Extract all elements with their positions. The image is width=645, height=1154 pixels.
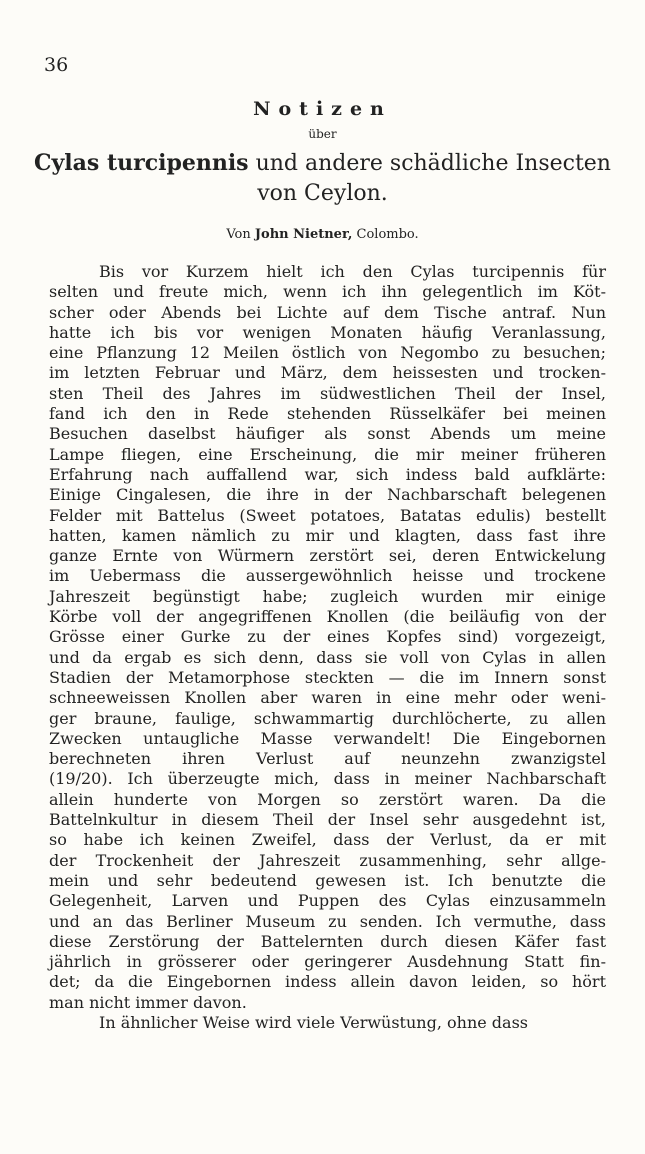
body-line: schneeweissen Knollen aber waren in eine mehr oder weni-	[49, 688, 606, 708]
body-line: Besuchen daselbst häufiger als sonst Abends um meine	[49, 424, 606, 444]
byline	[0, 227, 645, 242]
body-line: man nicht immer davon.	[49, 992, 247, 1012]
body-line: ganze Ernte von Würmern zerstört sei, deren Entwickelung	[49, 546, 606, 566]
subtitle-rest: und andere schädliche Insecten	[248, 151, 611, 176]
body-line: im Uebermass die aussergewöhnlich heisse und trockene	[49, 566, 606, 586]
body-line: selten und freute mich, wenn ich ihn gelegentlich im Köt-	[49, 282, 606, 302]
body-line: Erfahrung nach auffallend war, sich indess bald aufklärte:	[49, 464, 606, 484]
body-line: Grösse einer Gurke zu der eines Kopfes sind) vorgezeigt,	[49, 627, 606, 647]
body-line: sten Theil des Jahres im südwestlichen Theil der Insel,	[49, 383, 606, 403]
page-number: 36	[44, 54, 69, 76]
body-line: hatte ich bis vor wenigen Monaten häufig Veranlassung,	[49, 322, 606, 342]
body-line: im letzten Februar und März, dem heissesten und trocken-	[49, 363, 606, 383]
body-line: fand ich den in Rede stehenden Rüsselkäfer bei meinen	[49, 404, 606, 424]
body-line: Stadien der Metamorphose steckten — die im Innern sonst	[49, 667, 606, 687]
article-title: Notizen	[253, 98, 392, 120]
body-line: Battelnkultur in diesem Theil der Insel sehr ausgedehnt ist,	[49, 810, 606, 830]
body-line: Gelegenheit, Larven und Puppen des Cylas einzusammeln	[49, 891, 606, 911]
body-line: und da ergab es sich denn, dass sie voll von Cylas in allen	[49, 647, 606, 667]
body-line: Felder mit Battelus (Sweet potatoes, Batatas edulis) bestellt	[49, 505, 606, 525]
body-line: und an das Berliner Museum zu senden. Ich vermuthe, dass	[49, 911, 606, 931]
body-line: Jahreszeit begünstigt habe; zugleich wurden mir einige	[49, 586, 606, 606]
article-body	[49, 262, 606, 1033]
body-line: allein hunderte von Morgen so zerstört waren. Da die	[49, 789, 606, 809]
body-line: Lampe fliegen, eine Erscheinung, die mir meiner früheren	[49, 444, 606, 464]
species-name: Cylas turcipennis	[34, 150, 249, 176]
body-line: ger braune, faulige, schwammartig durchlöcherte, zu allen	[49, 708, 606, 728]
body-line: diese Zerstörung der Battelernten durch diesen Käfer fast	[49, 931, 606, 951]
body-line: Einige Cingalesen, die ihre in der Nachbarschaft belegenen	[49, 485, 606, 505]
body-line: der Trockenheit der Jahreszeit zusammenhing, sehr allge-	[49, 850, 606, 870]
article-subtitle	[0, 148, 645, 209]
body-line: mein und sehr bedeutend gewesen ist. Ich benutzte die	[49, 870, 606, 890]
body-line: so habe ich keinen Zweifel, dass der Verlust, da er mit	[49, 830, 606, 850]
body-line: Bis vor Kurzem hielt ich den Cylas turcipennis für	[99, 262, 606, 281]
byline-prefix: Von	[226, 227, 255, 242]
author-location: Colombo.	[352, 227, 419, 242]
title-connector: über	[308, 127, 337, 141]
body-line: hatten, kamen nämlich zu mir und klagten, dass fast ihre	[49, 525, 606, 545]
body-line: jährlich in grösserer oder geringerer Ausdehnung Statt fin-	[49, 952, 606, 972]
body-line: In ähnlicher Weise wird viele Verwüstung, ohne dass	[99, 1012, 529, 1032]
body-line: det; da die Eingebornen indess allein davon leiden, so hört	[49, 972, 606, 992]
subtitle-line-2: von Ceylon.	[257, 181, 388, 206]
body-line: Körbe voll der angegriffenen Knollen (die beiläufig von der	[49, 607, 606, 627]
author-name: John Nietner,	[254, 227, 353, 242]
body-line: Zwecken untaugliche Masse verwandelt! Die Eingebornen	[49, 728, 606, 748]
body-line: scher oder Abends bei Lichte auf dem Tische antraf. Nun	[49, 302, 606, 322]
body-line: (19/20). Ich überzeugte mich, dass in meiner Nachbarschaft	[49, 769, 606, 789]
body-line: eine Pflanzung 12 Meilen östlich von Negombo zu besuchen;	[49, 343, 606, 363]
body-line: berechneten ihren Verlust auf neunzehn zwanzigstel	[49, 749, 606, 769]
